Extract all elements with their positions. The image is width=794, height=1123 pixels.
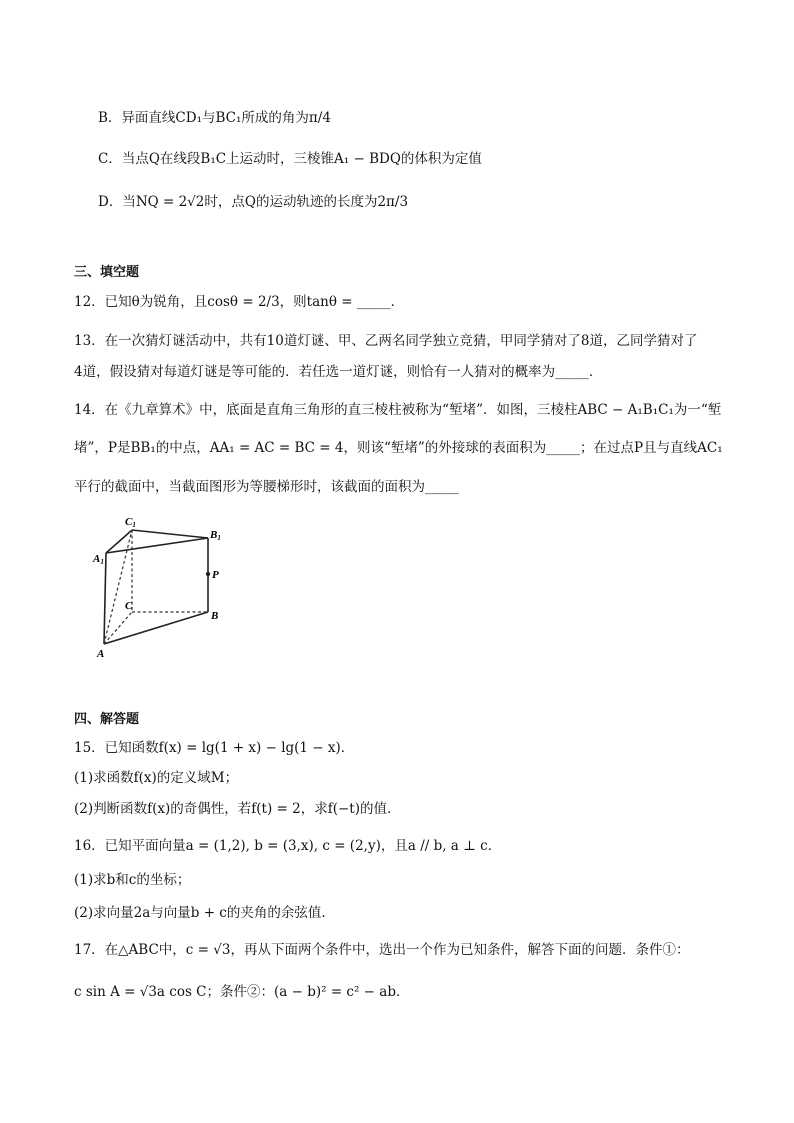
question-12: 12．已知θ为锐角，且cosθ = 2/3，则tanθ = _____． xyxy=(74,294,405,310)
question-15-part2: (2)判断函数f(x)的奇偶性，若f(t) = 2，求f(−t)的值． xyxy=(74,801,401,817)
question-15-part1: (1)求函数f(x)的定义域M； xyxy=(74,770,239,786)
label-c1: C1 xyxy=(125,516,136,529)
section3-title: 三、填空题 xyxy=(74,265,140,280)
label-b1: B1 xyxy=(210,529,221,542)
label-a: A xyxy=(97,648,105,660)
label-c: C xyxy=(125,600,133,612)
prism-figure xyxy=(92,512,232,662)
option-d: D．当NQ = 2√2时，点Q的运动轨迹的长度为2π/3 xyxy=(98,194,409,210)
question-16: 16．已知平面向量a = (1,2), b = (3,x), c = (2,y)，且a // b, a ⊥ c． xyxy=(74,838,502,854)
question-17-line1: 17．在△ABC中，c = √3，再从下面两个条件中，选出一个作为已知条件，解答下面的问题．条件①： xyxy=(74,942,690,958)
question-14-line2: 堵”，P是BB₁的中点，AA₁ = AC = BC = 4，则该“堑堵”的外接球的表面积为_____；在过点P且与直线AC₁ xyxy=(74,440,723,456)
label-p: P xyxy=(212,569,219,581)
question-13-line1: 13．在一次猜灯谜活动中，共有10道灯谜、甲、乙两名同学独立竞猜，甲同学猜对了8道，乙同学猜对了 xyxy=(74,333,698,349)
question-17-line2: c sin A = √3a cos C；条件②：(a − b)² = c² − ab． xyxy=(74,984,410,1000)
question-15: 15．已知函数f(x) = lg(1 + x) − lg(1 − x)． xyxy=(74,740,355,756)
section4-title: 四、解答题 xyxy=(74,712,140,727)
label-a1: A1 xyxy=(93,553,104,566)
question-16-part1: (1)求b和c的坐标； xyxy=(74,872,191,888)
label-b: B xyxy=(211,610,219,622)
question-16-part2: (2)求向量2a与向量b + c的夹角的余弦值． xyxy=(74,905,335,921)
option-b: B．异面直线CD₁与BC₁所成的角为π/4 xyxy=(98,110,331,126)
question-13-line2: 4道，假设猜对每道灯谜是等可能的．若任选一道灯谜，则恰有一人猜对的概率为_____． xyxy=(74,364,603,380)
question-14-line3: 平行的截面中，当截面图形为等腰梯形时，该截面的面积为_____ xyxy=(74,479,459,495)
option-c: C．当点Q在线段B₁C上运动时，三棱锥A₁ − BDQ的体积为定值 xyxy=(98,151,482,167)
question-14-line1: 14．在《九章算术》中，底面是直角三角形的直三棱柱被称为“堑堵”．如图，三棱柱ABC − A₁B₁C₁为一“堑 xyxy=(74,402,722,418)
